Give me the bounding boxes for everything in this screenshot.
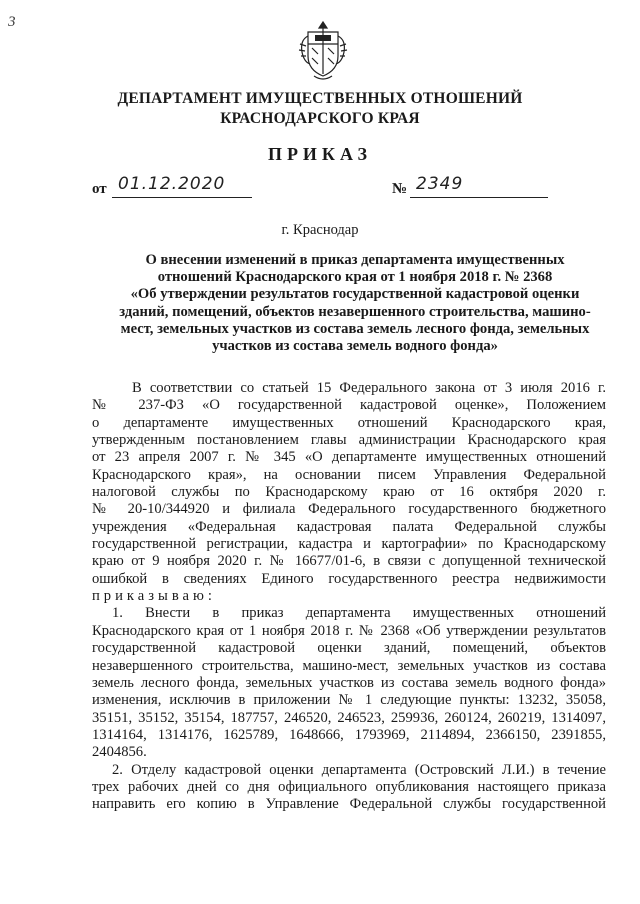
number-label: № [392, 181, 408, 197]
heading-line: «Об утверждении результатов государственной кадастровой оценки [130, 286, 580, 303]
heading-line: отношений Краснодарского края от 1 ноября 2018 г. № 2368 [157, 269, 553, 286]
body-line: изменения, исключив в приложении № 1 следующие пункты: 13232, 35058, [92, 692, 606, 709]
body-line: № 237-ФЗ «О государственной кадастровой оценке», Положением [92, 397, 606, 414]
coat-of-arms-emblem [296, 18, 350, 82]
page-number: 3 [8, 14, 16, 30]
date-value: 01.12.2020 [118, 174, 226, 194]
body-line: № 20-10/344920 и филиала Федерального государственного бюджетного [92, 501, 606, 518]
city: г. Краснодар [281, 222, 359, 238]
body-line: направить его копию в Управление Федеральной службы государственной [92, 796, 606, 813]
body-line: 1. Внести в приказ департамента имущественных отношений [112, 605, 606, 622]
body-line: земель лесного фонда, земельных участков из состава земель водного фонда» [92, 674, 606, 691]
body-line: Краснодарского края от 1 ноября 2018 г. № 2368 «Об утверждении результатов [92, 622, 606, 639]
body-line: учреждения «Федеральная кадастровая палата Федеральной службы [92, 518, 606, 535]
body-line: 2. Отделу кадастровой оценки департамента (Островский Л.И.) в течение [112, 761, 606, 778]
body-line: утвержденным постановлением главы администрации Краснодарского края [92, 432, 606, 449]
body-line: ошибкой в сведениях Единого государственного реестра недвижимости [92, 570, 606, 587]
number-value: 2349 [416, 174, 464, 194]
body-line: Краснодарского края», на основании писем Управления Федеральной [92, 466, 606, 483]
heading-line: О внесении изменений в приказ департамента имущественных [145, 252, 565, 268]
order-body [92, 380, 606, 814]
org-name-line-2: КРАСНОДАРСКОГО КРАЯ [220, 110, 420, 127]
body-line: 1314164, 1314176, 1625789, 1648666, 1793969, 2114894, 2366150, 2391855, [92, 726, 606, 743]
heading-line: мест, земельных участков из состава земель лесного фонда, земельных [120, 320, 590, 337]
document-type: ПРИКАЗ [267, 144, 373, 164]
org-name-line-1: ДЕПАРТАМЕНТ ИМУЩЕСТВЕННЫХ ОТНОШЕНИЙ [117, 90, 523, 107]
body-line: краю от 9 ноября 2020 г. № 16677/01-6, в связи с допущенной технической [92, 553, 606, 570]
body-line: о департаменте имущественных отношений Краснодарского края, [92, 414, 606, 431]
body-line: налоговой службы по Краснодарскому краю от 16 октября 2020 г. [92, 484, 606, 501]
body-line: государственной регистрации, кадастра и картографии» по Краснодарскому [92, 536, 606, 553]
heading-line: участков из состава земель водного фонда» [212, 338, 498, 355]
body-line: трех рабочих дней со дня официального опубликования настоящего приказа [92, 778, 606, 795]
body-line: 35151, 35152, 35154, 187757, 246520, 246523, 259936, 260124, 260219, 1314097, [92, 709, 606, 726]
order-subject-heading [92, 252, 618, 355]
heading-line: зданий, помещений, объектов незавершенного строительства, машино- [119, 303, 591, 320]
body-line: незавершенного строительства, машино-мест, земельных участков из состава [92, 657, 606, 674]
body-line: 2404856. [92, 744, 147, 761]
body-line: государственной кадастровой оценки зданий, помещений, объектов [92, 640, 606, 657]
body-line: от 23 апреля 2007 г. № 345 «О департаменте имущественных отношений [92, 449, 606, 466]
number-underline [410, 197, 548, 198]
body-line: В соответствии со статьей 15 Федерального закона от 3 июля 2016 г. [132, 380, 606, 396]
body-line-order-word: приказываю: [92, 588, 216, 605]
date-label: от [92, 181, 107, 197]
date-underline [112, 197, 252, 198]
